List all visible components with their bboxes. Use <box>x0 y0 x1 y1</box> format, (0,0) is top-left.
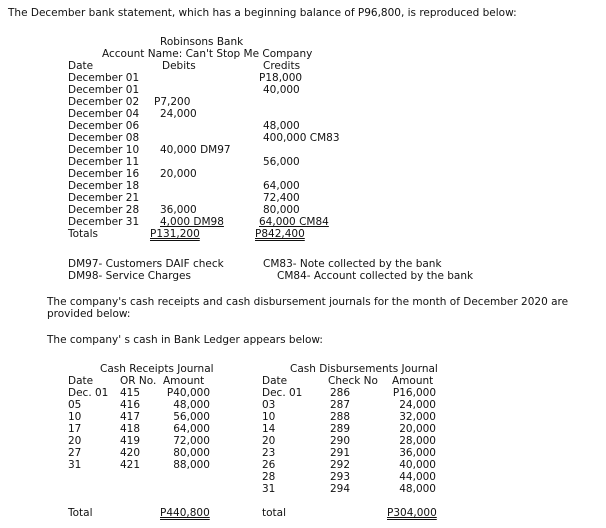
bank-row-date: December 06 <box>68 120 140 132</box>
receipt-row-amount: 56,000 <box>173 411 210 423</box>
receipt-row-date: 20 <box>68 435 82 447</box>
bank-total-credits: P842,400 <box>255 228 305 240</box>
receipt-row-date: Dec. 01 <box>68 387 109 399</box>
intro-text: The December bank statement, which has a beginning balance of P96,800, is reproduced below: <box>8 7 517 19</box>
receipt-row-amount: 48,000 <box>173 399 210 411</box>
disbursement-row-amount: 28,000 <box>399 435 436 447</box>
receipt-row-date: 10 <box>68 411 82 423</box>
disbursement-row-date: 14 <box>262 423 276 435</box>
receipt-row-or: 417 <box>120 411 141 423</box>
bank-row-date: December 01 <box>68 84 140 96</box>
receipt-row-or: 416 <box>120 399 141 411</box>
bank-row-date: December 11 <box>68 156 140 168</box>
receipt-row-amount: 64,000 <box>173 423 210 435</box>
receipt-row-or: 418 <box>120 423 141 435</box>
cash-disbursements-header-check: Check No <box>328 375 378 387</box>
disbursement-row-date: 26 <box>262 459 276 471</box>
disbursement-row-date: 31 <box>262 483 276 495</box>
bank-row-date: December 16 <box>68 168 140 180</box>
memo-cm83: CM83- Note collected by the bank <box>263 258 442 270</box>
receipt-row-or: 419 <box>120 435 141 447</box>
disbursement-row-check: 290 <box>330 435 351 447</box>
bank-row-credit: 400,000 CM83 <box>263 132 340 144</box>
cash-disbursements-title: Cash Disbursements Journal <box>290 363 438 375</box>
memo-dm98: DM98- Service Charges <box>68 270 191 282</box>
bank-row-date: December 01 <box>68 72 140 84</box>
receipt-row-or: 421 <box>120 459 141 471</box>
bank-row-credit: 64,000 CM84 <box>259 216 329 228</box>
disbursement-row-amount: 44,000 <box>399 471 436 483</box>
bank-row-debit: 4,000 DM98 <box>160 216 224 228</box>
disbursement-row-check: 287 <box>330 399 351 411</box>
disbursement-row-amount: P16,000 <box>392 387 436 399</box>
bank-row-credit: 72,400 <box>263 192 300 204</box>
disbursement-row-check: 286 <box>330 387 351 399</box>
receipt-row-date: 05 <box>68 399 82 411</box>
memo-cm84: CM84- Account collected by the bank <box>277 270 474 282</box>
bank-row-date: December 08 <box>68 132 140 144</box>
receipt-row-date: 31 <box>68 459 82 471</box>
bank-header-date: Date <box>68 60 94 72</box>
disbursement-row-date: 28 <box>262 471 276 483</box>
bank-row-debit: 20,000 <box>160 168 197 180</box>
disbursement-row-amount: 32,000 <box>399 411 436 423</box>
cash-disbursements-header-amount: Amount <box>392 375 434 387</box>
receipt-row-date: 17 <box>68 423 82 435</box>
bank-row-credit: 56,000 <box>263 156 300 168</box>
receipt-row-amount: 72,000 <box>173 435 210 447</box>
bank-row-debit: 24,000 <box>160 108 197 120</box>
bank-row-debit: 36,000 <box>160 204 197 216</box>
bank-header-credits: Credits <box>263 60 301 72</box>
disbursement-row-date: 20 <box>262 435 276 447</box>
receipt-row-amount: 88,000 <box>173 459 210 471</box>
cash-receipts-title: Cash Receipts Journal <box>100 363 214 375</box>
cash-receipts-header-amount: Amount <box>163 375 205 387</box>
cash-receipts-header-or: OR No. <box>120 375 157 387</box>
bank-row-debit: 40,000 DM97 <box>160 144 231 156</box>
disbursement-row-check: 291 <box>330 447 351 459</box>
bank-total-debits: P131,200 <box>150 228 200 240</box>
disbursement-row-date: 03 <box>262 399 276 411</box>
disbursement-row-check: 293 <box>330 471 351 483</box>
cash-receipts-total: P440,800 <box>160 507 210 519</box>
receipt-row-or: 415 <box>120 387 141 399</box>
disbursement-row-check: 292 <box>330 459 351 471</box>
bank-row-date: December 28 <box>68 204 140 216</box>
receipt-row-or: 420 <box>120 447 141 459</box>
bank-row-credit: P18,000 <box>259 72 303 84</box>
disbursement-row-check: 294 <box>330 483 351 495</box>
disbursement-row-amount: 36,000 <box>399 447 436 459</box>
bank-totals-label: Totals <box>68 228 98 240</box>
cash-receipts-total-label: Total <box>68 507 93 519</box>
journals-intro: The company's cash receipts and cash disbursement journals for the month of December 2020 are provided below: <box>47 296 569 320</box>
disbursement-row-amount: 24,000 <box>399 399 436 411</box>
cash-disbursements-total-label: total <box>262 507 287 519</box>
bank-row-date: December 10 <box>68 144 140 156</box>
cash-disbursements-total: P304,000 <box>387 507 437 519</box>
bank-name: Robinsons Bank <box>160 36 244 48</box>
receipt-row-amount: P40,000 <box>166 387 210 399</box>
bank-row-date: December 21 <box>68 192 140 204</box>
ledger-intro: The company' s cash in Bank Ledger appears below: <box>47 334 323 346</box>
bank-row-date: December 31 <box>68 216 140 228</box>
receipt-row-date: 27 <box>68 447 82 459</box>
bank-row-credit: 40,000 <box>263 84 300 96</box>
bank-row-credit: 80,000 <box>263 204 300 216</box>
disbursement-row-amount: 20,000 <box>399 423 436 435</box>
account-name: Account Name: Can't Stop Me Company <box>102 48 313 60</box>
disbursement-row-date: 10 <box>262 411 276 423</box>
bank-row-date: December 18 <box>68 180 140 192</box>
bank-row-credit: 64,000 <box>263 180 300 192</box>
disbursement-row-date: 23 <box>262 447 276 459</box>
bank-row-credit: 48,000 <box>263 120 300 132</box>
receipt-row-amount: 80,000 <box>173 447 210 459</box>
disbursement-row-amount: 48,000 <box>399 483 436 495</box>
bank-header-debits: Debits <box>162 60 196 72</box>
disbursement-row-check: 288 <box>330 411 351 423</box>
disbursement-row-date: Dec. 01 <box>262 387 303 399</box>
disbursement-row-check: 289 <box>330 423 351 435</box>
bank-row-date: December 04 <box>68 108 140 120</box>
cash-disbursements-header-date: Date <box>262 375 288 387</box>
cash-receipts-header-date: Date <box>68 375 94 387</box>
bank-row-date: December 02 <box>68 96 140 108</box>
memo-dm97: DM97- Customers DAIF check <box>68 258 224 270</box>
bank-row-debit: P7,200 <box>154 96 191 108</box>
disbursement-row-amount: 40,000 <box>399 459 436 471</box>
